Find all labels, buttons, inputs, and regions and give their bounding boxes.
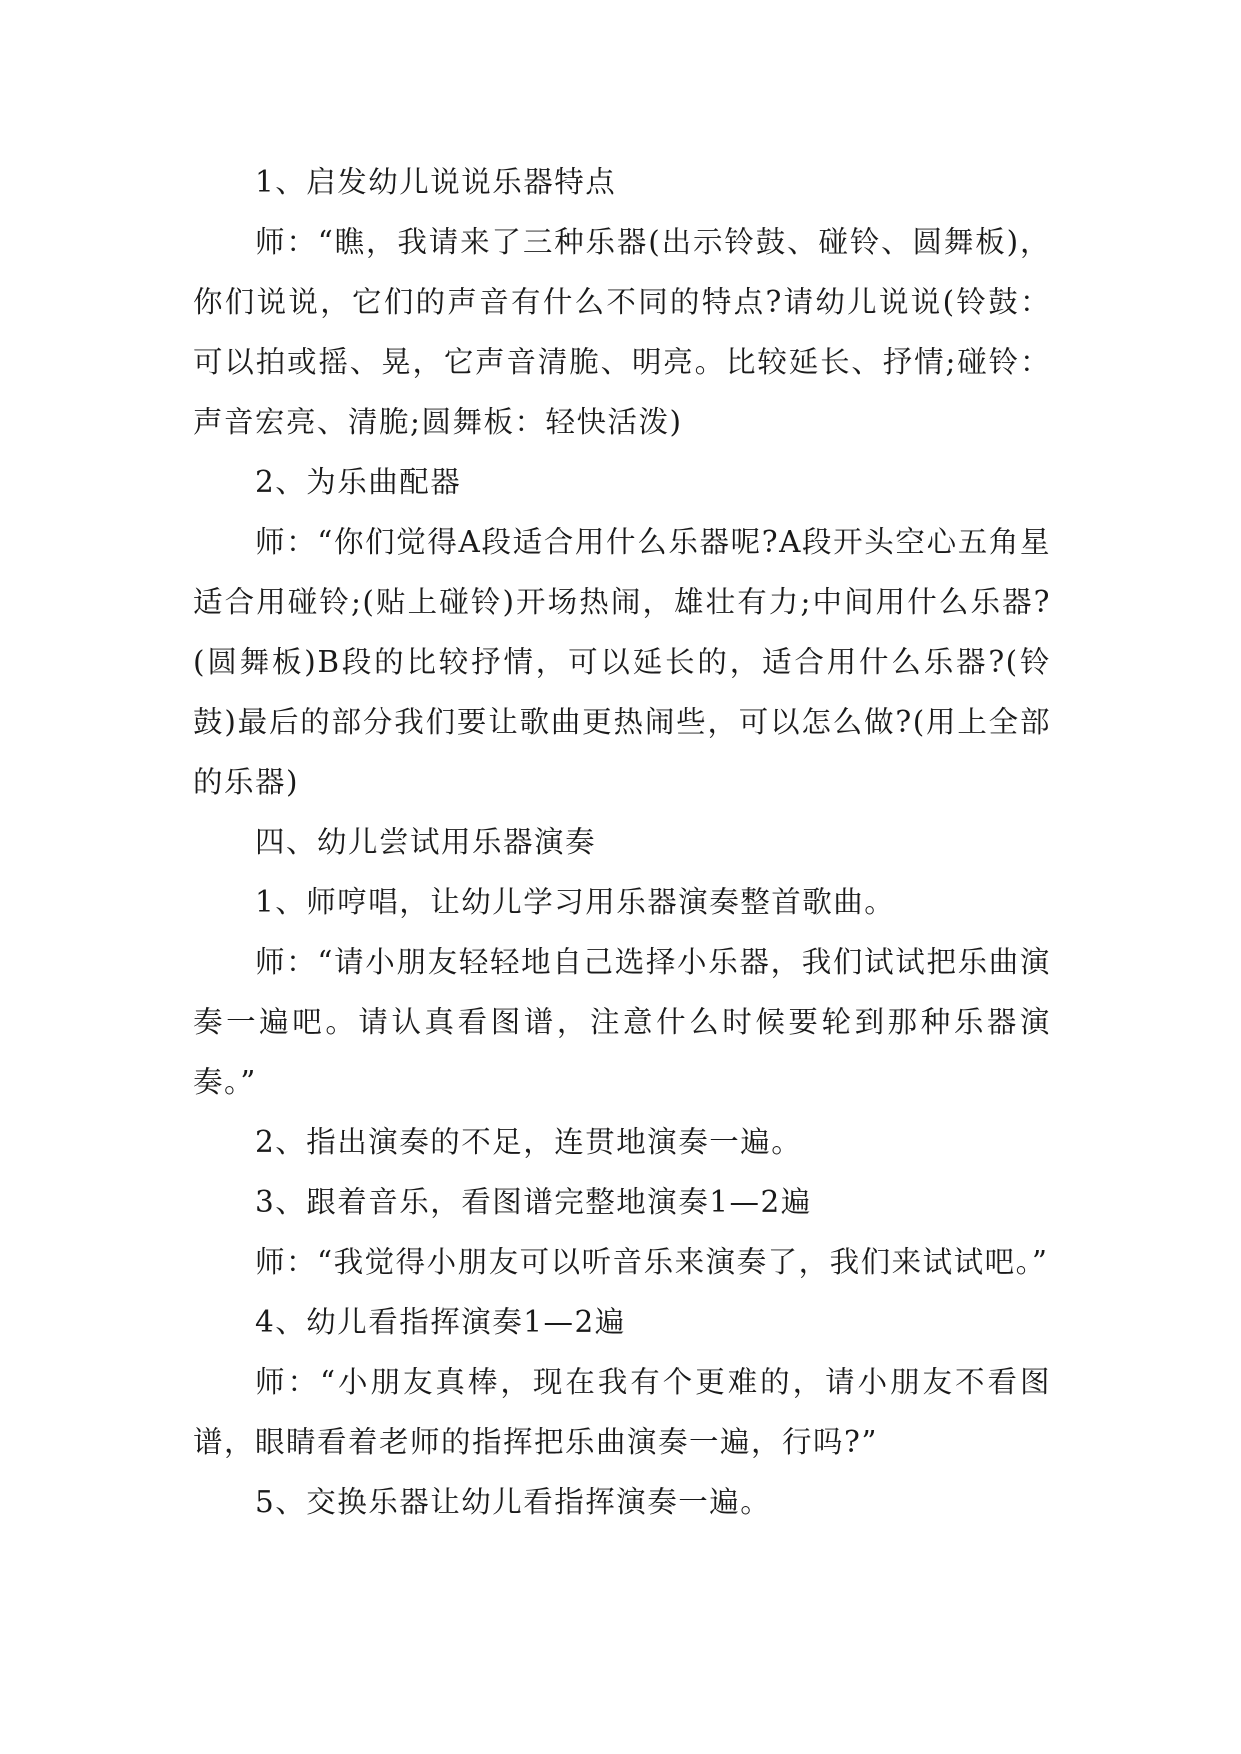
document-body [193, 152, 1051, 1532]
paragraph-teacher-conductor: 师：“小朋友真棒，现在我有个更难的，请小朋友不看图谱，眼睛看着老师的指挥把乐曲演奏一遍，行吗?” [193, 1365, 1051, 1459]
paragraph-heading-1: 1、启发幼儿说说乐器特点 [255, 165, 617, 199]
paragraph-teacher-music: 师：“我觉得小朋友可以听音乐来演奏了，我们来试试吧。” [255, 1245, 1049, 1279]
paragraph-step-2: 2、指出演奏的不足，连贯地演奏一遍。 [255, 1125, 803, 1159]
paragraph-heading-2: 2、为乐曲配器 [255, 465, 462, 499]
paragraph-teacher-select: 师：“请小朋友轻轻地自己选择小乐器，我们试试把乐曲演奏一遍吧。请认真看图谱，注意什么时候要轮到那种乐器演奏。” [193, 945, 1051, 1099]
section-heading-4: 四、幼儿尝试用乐器演奏 [255, 825, 597, 859]
paragraph-step-5: 5、交换乐器让幼儿看指挥演奏一遍。 [255, 1485, 772, 1519]
paragraph-teacher-orchestration: 师：“你们觉得A段适合用什么乐器呢?A段开头空心五角星适合用碰铃;(贴上碰铃)开场热闹，雄壮有力;中间用什么乐器?(圆舞板)B段的比较抒情，可以延长的，适合用什么乐器?(铃鼓)最后的部分我们要让歌曲更热闹些，可以怎么做?(用上全部的乐器) [193, 525, 1051, 799]
paragraph-step-1: 1、师哼唱，让幼儿学习用乐器演奏整首歌曲。 [255, 885, 896, 919]
paragraph-teacher-instruments: 师：“瞧，我请来了三种乐器(出示铃鼓、碰铃、圆舞板)，你们说说，它们的声音有什么不同的特点?请幼儿说说(铃鼓：可以拍或摇、晃，它声音清脆、明亮。比较延长、抒情;碰铃：声音宏亮、清脆;圆舞板：轻快活泼) [193, 225, 1051, 439]
paragraph-step-3: 3、跟着音乐，看图谱完整地演奏1—2遍 [255, 1185, 812, 1219]
paragraph-step-4: 4、幼儿看指挥演奏1—2遍 [255, 1305, 626, 1339]
